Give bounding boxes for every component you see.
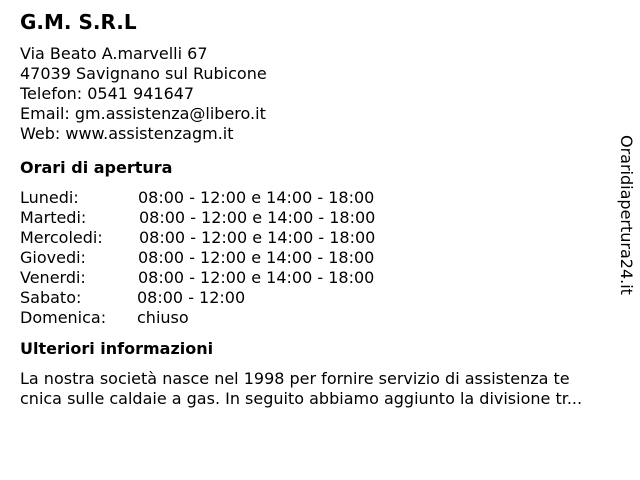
additional-info-title: Ulteriori informazioni	[20, 339, 214, 358]
hours-row-friday	[20, 268, 630, 288]
business-card	[20, 10, 630, 409]
opening-hours-title: Orari di apertura	[20, 158, 173, 177]
time-value: 08:00 - 12:00 e 14:00 - 18:00	[138, 268, 375, 287]
day-label: Martedi:	[20, 208, 87, 227]
email-line: Email: gm.assistenza@libero.it	[20, 104, 266, 123]
web-line: Web: www.assistenzagm.it	[20, 124, 234, 143]
day-label: Mercoledi:	[20, 228, 103, 247]
day-label: Venerdi:	[20, 268, 86, 287]
city-line: 47039 Savignano sul Rubicone	[20, 64, 267, 83]
day-label: Sabato:	[20, 288, 82, 307]
phone-line: Telefon: 0541 941647	[20, 84, 195, 103]
hours-row-thursday	[20, 248, 630, 268]
day-label: Lunedi:	[20, 188, 79, 207]
info-line: cnica sulle caldaie a gas. In seguito abbiamo aggiunto la divisione tr...	[20, 389, 583, 408]
time-value: 08:00 - 12:00 e 14:00 - 18:00	[138, 248, 375, 267]
day-label: Giovedi:	[20, 248, 86, 267]
hours-row-tuesday	[20, 208, 630, 228]
time-value: 08:00 - 12:00 e 14:00 - 18:00	[139, 228, 376, 247]
time-value: 08:00 - 12:00 e 14:00 - 18:00	[138, 188, 375, 207]
contact-block	[20, 44, 630, 144]
hours-row-wednesday	[20, 228, 630, 248]
time-value: 08:00 - 12:00 e 14:00 - 18:00	[139, 208, 376, 227]
info-line: La nostra società nasce nel 1998 per fornire servizio di assistenza te	[20, 369, 570, 388]
time-value: 08:00 - 12:00	[137, 288, 246, 307]
time-value: chiuso	[137, 308, 189, 327]
company-name: G.M. S.R.L	[20, 10, 137, 34]
opening-hours-table	[20, 188, 630, 328]
hours-row-monday	[20, 188, 630, 208]
site-watermark	[612, 135, 636, 310]
address-line: Via Beato A.marvelli 67	[20, 44, 208, 63]
watermark-text: Oraridiapertura24.it	[617, 135, 636, 295]
day-label: Domenica:	[20, 308, 107, 327]
hours-row-sunday	[20, 308, 630, 328]
hours-row-saturday	[20, 288, 630, 308]
additional-info-text	[20, 369, 630, 409]
